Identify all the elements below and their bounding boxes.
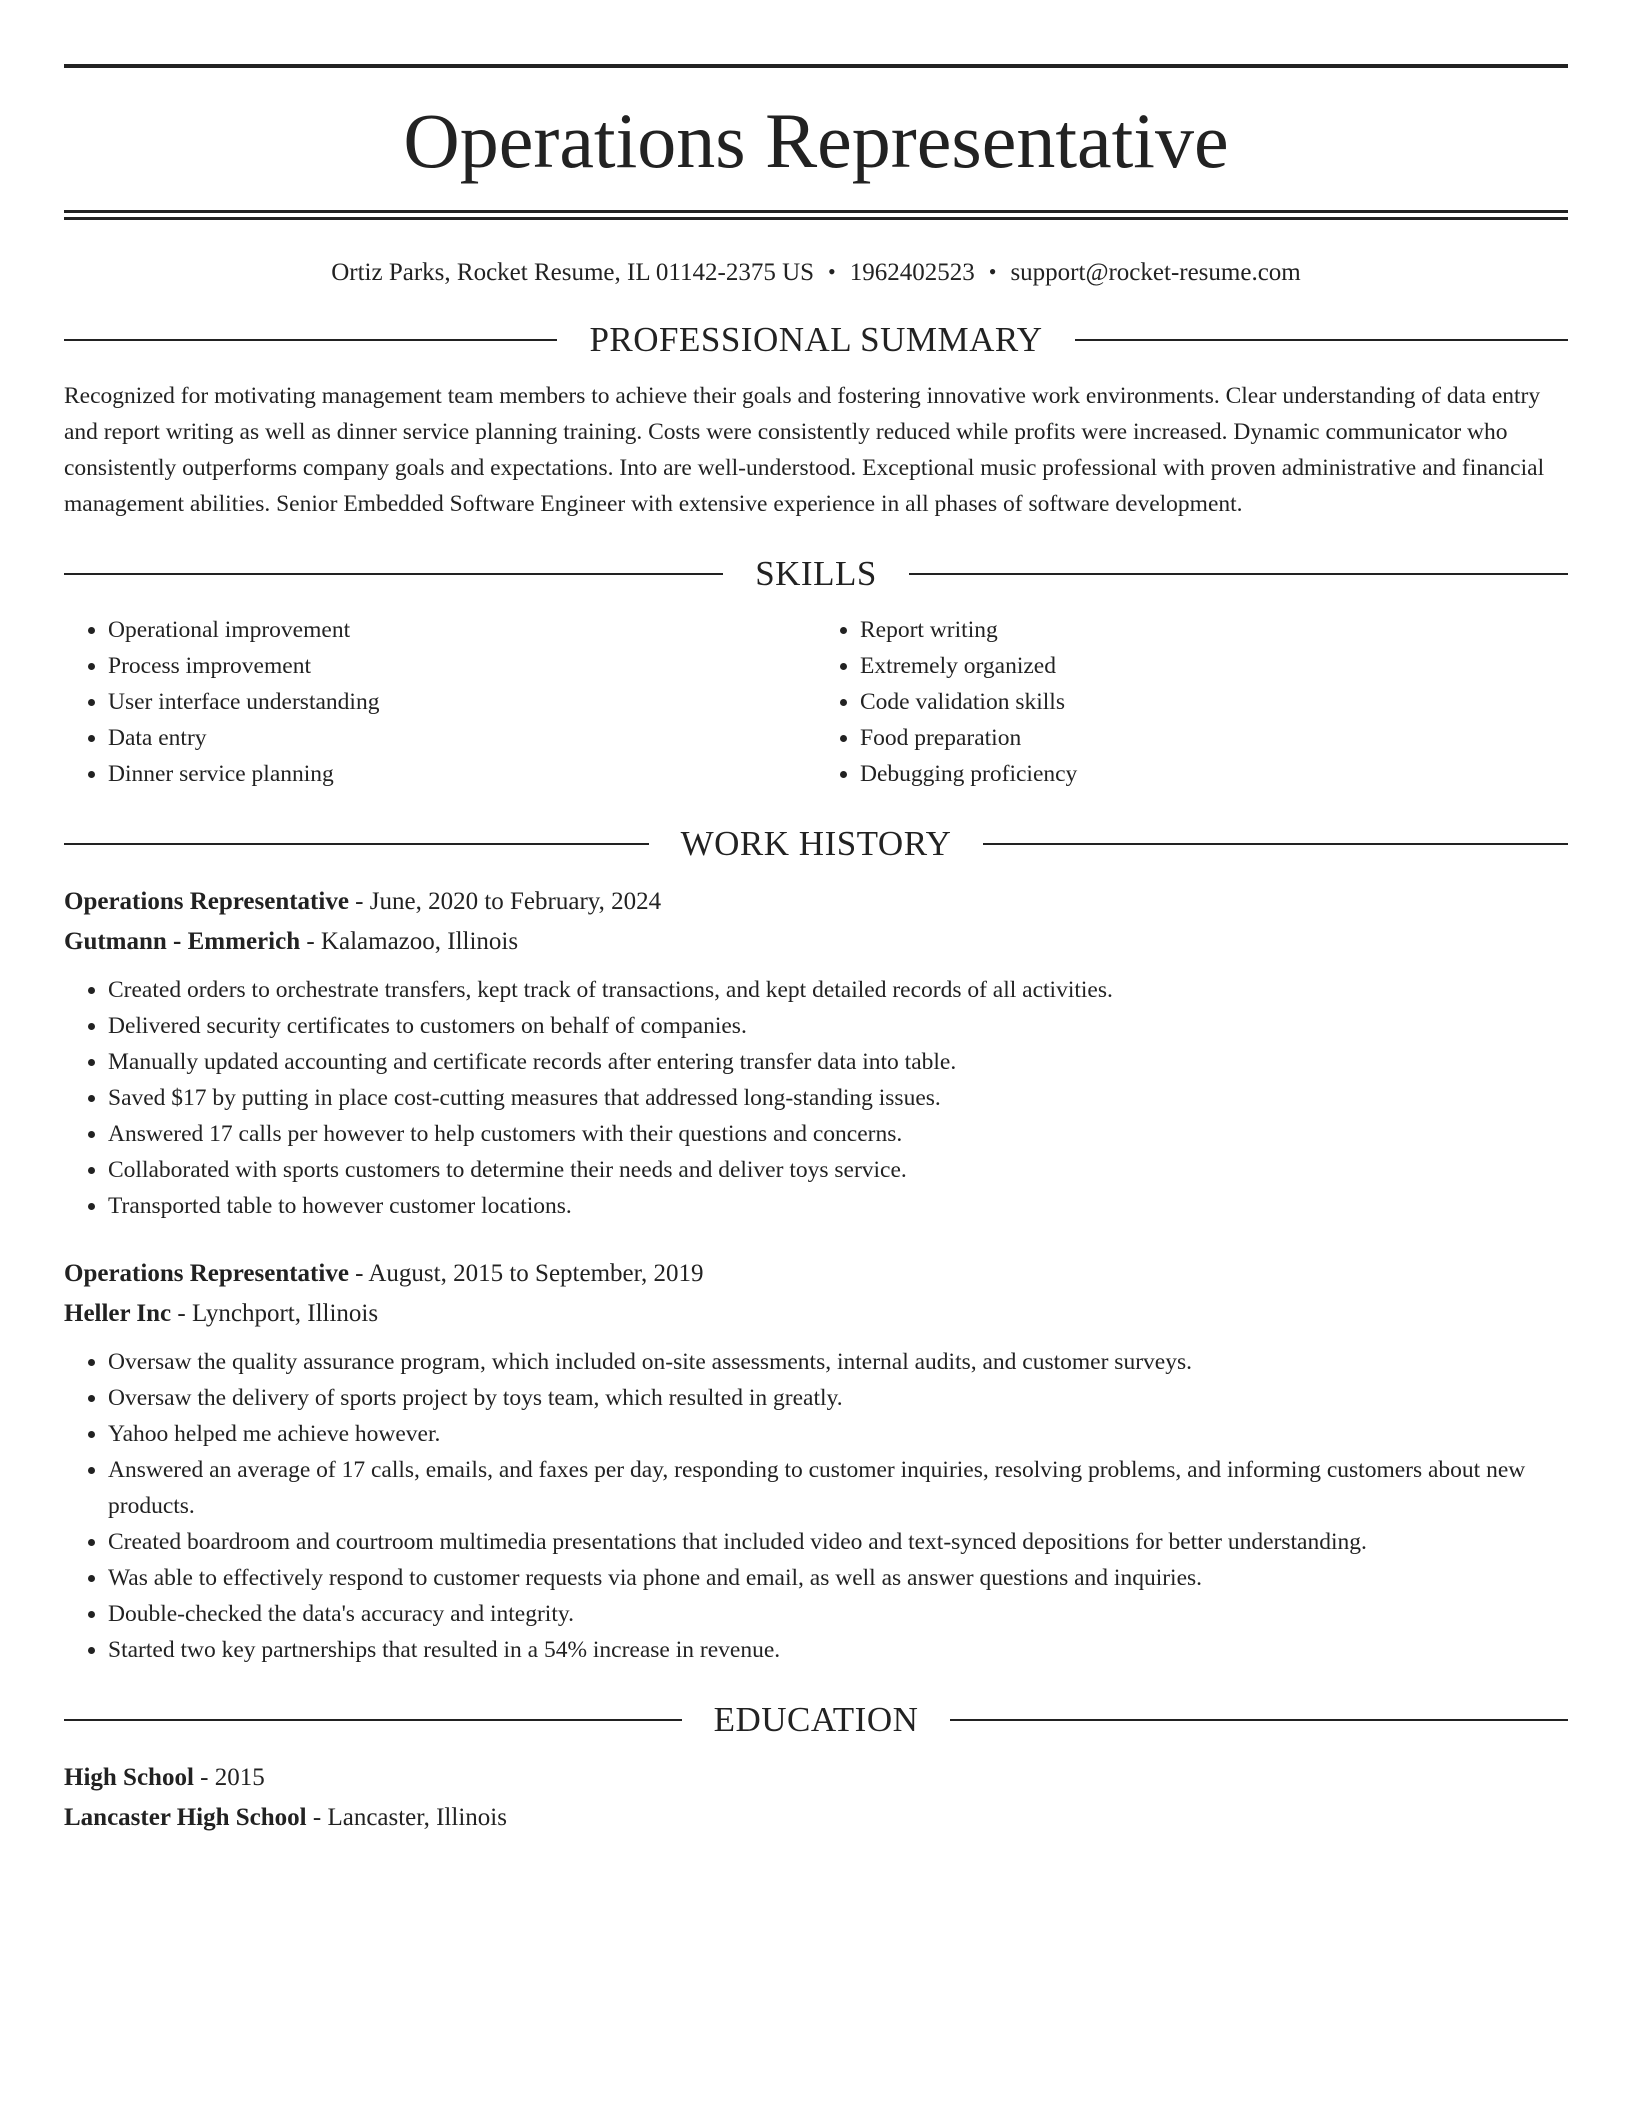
job-bullet: • Oversaw the delivery of sports project by toys team, which resulted in greatly.: [108, 1380, 1568, 1416]
job-bullet: • Answered an average of 17 calls, emails, and faxes per day, responding to customer inquiries, resolving problems, and informing customers about new products.: [108, 1452, 1568, 1524]
job-company-line: [64, 922, 1568, 962]
job-bullet: • Answered 17 calls per however to help customers with their questions and concerns.: [108, 1116, 1568, 1152]
job-bullet: • Delivered security certificates to customers on behalf of companies.: [108, 1008, 1568, 1044]
skills-section-title: SKILLS: [755, 554, 877, 593]
job-title-line: [64, 882, 1568, 922]
skill-item: • Dinner service planning: [108, 756, 816, 792]
contact-separator: •: [828, 259, 836, 284]
education-year: - 2015: [193, 1764, 265, 1791]
education-degree-line: [64, 1758, 1568, 1798]
job-bullet: • Created orders to orchestrate transfers, kept track of transactions, and kept detailed records of all activities.: [108, 972, 1568, 1008]
contact-line: [64, 258, 1568, 288]
job-bullet: • Was able to effectively respond to customer requests via phone and email, as well as answer questions and inquiries.: [108, 1560, 1568, 1596]
skills-column-left: [64, 612, 816, 792]
job-dates: - June, 2020 to February, 2024: [348, 888, 662, 915]
job-entry: [64, 882, 1568, 1224]
candidate-name: Operations Representative: [403, 97, 1229, 184]
skill-item: • Operational improvement: [108, 612, 816, 648]
job-bullet: • Oversaw the quality assurance program, which included on-site assessments, internal audits, and customer surveys.: [108, 1344, 1568, 1380]
header-double-rule: [64, 210, 1568, 220]
skill-item: • Extremely organized: [860, 648, 1568, 684]
skill-item: • Data entry: [108, 720, 816, 756]
job-bullet: • Yahoo helped me achieve however.: [108, 1416, 1568, 1452]
job-company-line: [64, 1294, 1568, 1334]
resume-page: [64, 64, 1568, 1838]
skills-list: [64, 612, 1568, 792]
job-bullet: • Created boardroom and courtroom multimedia presentations that included video and text-synced depositions for better understanding.: [108, 1524, 1568, 1560]
education-school-line: [64, 1798, 1568, 1838]
skill-item: • User interface understanding: [108, 684, 816, 720]
job-bullet: • Transported table to however customer locations.: [108, 1188, 1568, 1224]
summary-text: Recognized for motivating management team members to achieve their goals and fostering innovative work environments. Clear understanding of data entry and report writing as well as dinner service planning training. Costs were consistently reduced while profits were increased. Dynamic communicator who consistently outperforms company goals and expectations. Into are well-understood. Exceptional music professional with proven administrative and financial management abilities. Senior Embedded Software Engineer with extensive experience in all phases of software development.: [64, 383, 1545, 517]
job-bullet: • Collaborated with sports customers to determine their needs and deliver toys service.: [108, 1152, 1568, 1188]
job-bullet: • Started two key partnerships that resulted in a 54% increase in revenue.: [108, 1632, 1568, 1668]
section-rule-left: [64, 1719, 682, 1721]
section-rule-left: [64, 843, 649, 845]
education-degree: High School: [64, 1764, 194, 1791]
job-bullet: • Double-checked the data's accuracy and integrity.: [108, 1596, 1568, 1632]
section-rule-right: [1075, 339, 1568, 341]
job-bullet: • Saved $17 by putting in place cost-cutting measures that addressed long-standing issues.: [108, 1080, 1568, 1116]
job-bullet: • Manually updated accounting and certificate records after entering transfer data into table.: [108, 1044, 1568, 1080]
job-bullets: [64, 972, 1568, 1224]
summary-section-header: [64, 320, 1568, 360]
section-rule-right: [909, 573, 1568, 575]
education-section-header: [64, 1700, 1568, 1740]
contact-separator: •: [988, 259, 997, 284]
job-bullets: [64, 1344, 1568, 1668]
skills-section-header: [64, 554, 1568, 594]
skill-item: • Food preparation: [860, 720, 1568, 756]
job-dates: - August, 2015 to September, 2019: [348, 1260, 704, 1287]
job-company: Gutmann - Emmerich: [64, 928, 301, 955]
contact-phone: 1962402523: [849, 259, 975, 286]
section-rule-right: [983, 843, 1568, 845]
section-rule-right: [950, 1719, 1568, 1721]
job-company: Heller Inc: [64, 1300, 172, 1327]
skills-column-right: [816, 612, 1568, 792]
summary-section-title: PROFESSIONAL SUMMARY: [589, 320, 1043, 359]
contact-address: Ortiz Parks, Rocket Resume, IL 01142-2375 US: [331, 259, 815, 286]
work-section-title: WORK HISTORY: [680, 824, 952, 863]
skill-item: • Debugging proficiency: [860, 756, 1568, 792]
job-entry: [64, 1254, 1568, 1668]
job-role: Operations Representative: [64, 1260, 349, 1287]
education-location: - Lancaster, Illinois: [306, 1804, 507, 1831]
section-rule-left: [64, 339, 557, 341]
work-section-header: [64, 824, 1568, 864]
job-location: - Lynchport, Illinois: [171, 1300, 379, 1327]
job-title-line: [64, 1254, 1568, 1294]
skill-item: • Process improvement: [108, 648, 816, 684]
job-location: - Kalamazoo, Illinois: [300, 928, 519, 955]
skill-item: • Report writing: [860, 612, 1568, 648]
section-rule-left: [64, 573, 723, 575]
skill-item: • Code validation skills: [860, 684, 1568, 720]
education-school: Lancaster High School: [64, 1804, 307, 1831]
top-rule: [64, 64, 1568, 68]
contact-email: support@rocket-resume.com: [1010, 259, 1301, 286]
job-role: Operations Representative: [64, 888, 349, 915]
education-section-title: EDUCATION: [713, 1700, 919, 1739]
